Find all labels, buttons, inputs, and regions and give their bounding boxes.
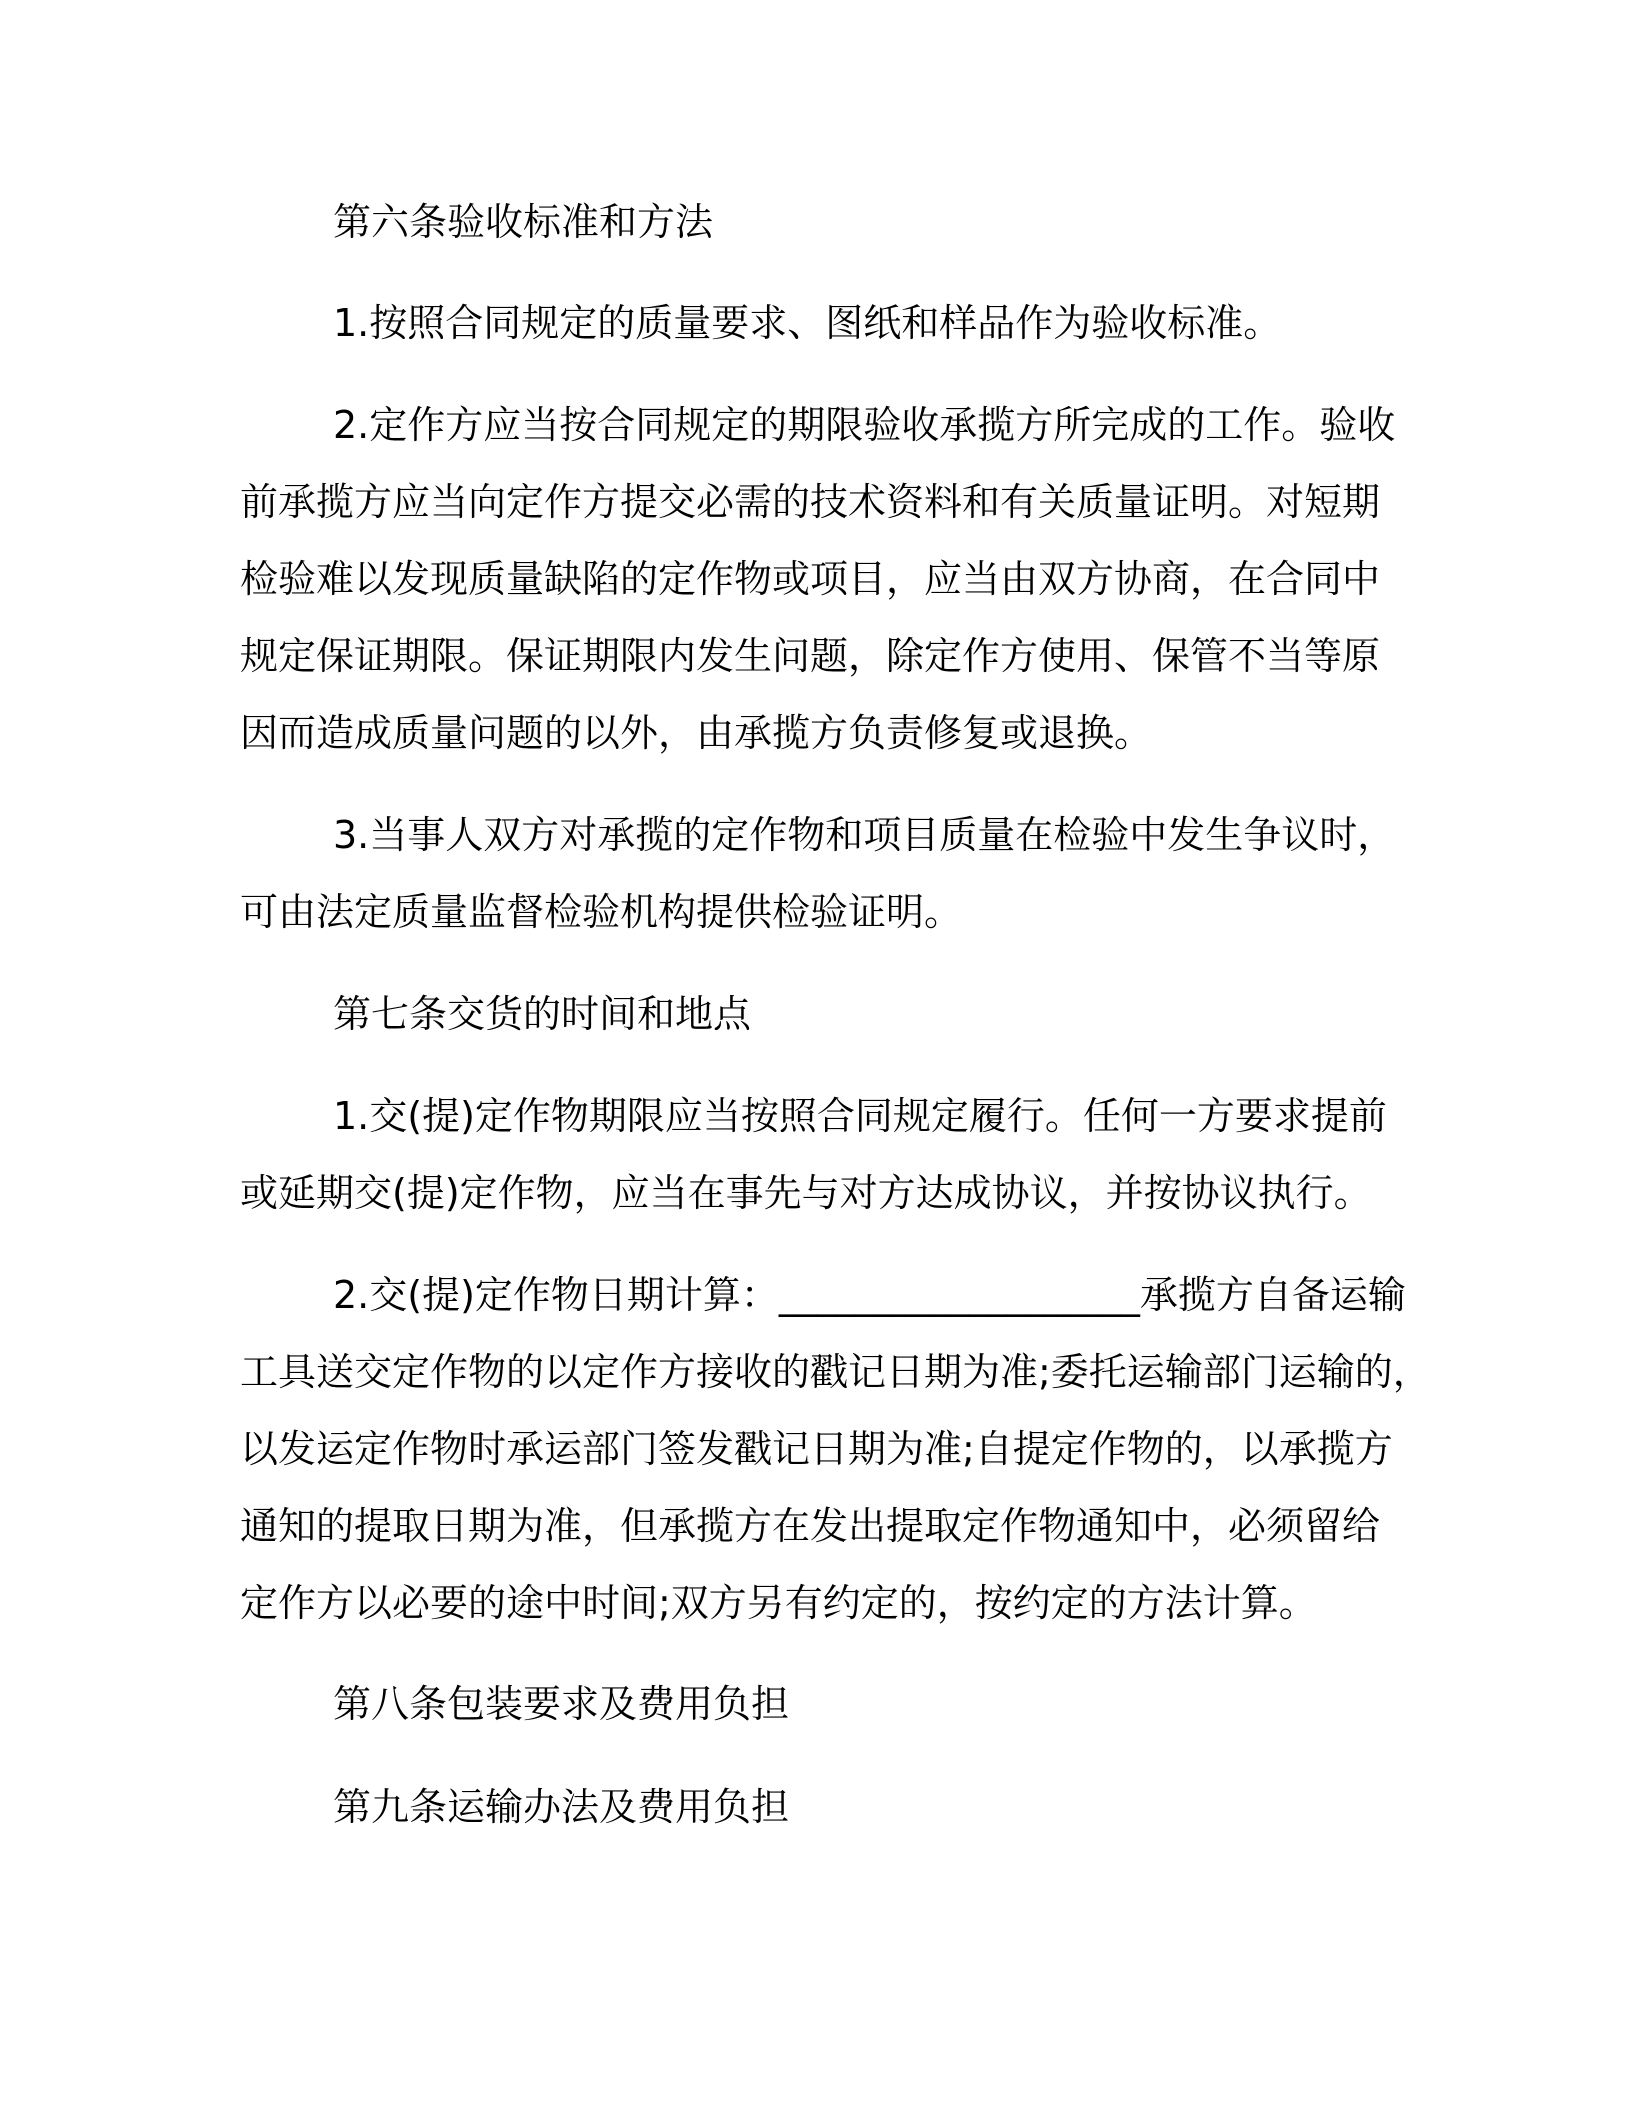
- article-6-item-2-line-2: 前承揽方应当向定作方提交必需的技术资料和有关质量证明。对短期: [240, 480, 1381, 524]
- article-7-item-2-line-1: 2.交(提)定作物日期计算：___________________承揽方自备运输: [333, 1273, 1406, 1317]
- article-6-item-2-line-4: 规定保证期限。保证期限内发生问题，除定作方使用、保管不当等原: [240, 634, 1381, 678]
- article-7-item-2-line-4: 通知的提取日期为准，但承揽方在发出提取定作物通知中，必须留给: [240, 1504, 1381, 1548]
- article-7-item-2-line-5: 定作方以必要的途中时间;双方另有约定的，按约定的方法计算。: [240, 1581, 1317, 1625]
- article-6-item-2-line-1: 2.定作方应当按合同规定的期限验收承揽方所完成的工作。验收: [333, 403, 1396, 447]
- article-7-item-2-line-3: 以发运定作物时承运部门签发戳记日期为准;自提定作物的，以承揽方: [240, 1427, 1393, 1471]
- article-7-heading: 第七条交货的时间和地点: [333, 992, 752, 1036]
- article-7-item-1-line-1: 1.交(提)定作物期限应当按照合同规定履行。任何一方要求提前: [333, 1094, 1387, 1138]
- article-6-item-1: 1.按照合同规定的质量要求、图纸和样品作为验收标准。: [333, 301, 1282, 345]
- article-6-item-2-line-3: 检验难以发现质量缺陷的定作物或项目，应当由双方协商，在合同中: [240, 557, 1381, 601]
- article-6-item-3-line-1: 3.当事人双方对承揽的定作物和项目质量在检验中发生争议时，: [333, 813, 1396, 857]
- article-9-heading: 第九条运输办法及费用负担: [333, 1785, 790, 1829]
- article-6-item-2-line-5: 因而造成质量问题的以外，由承揽方负责修复或退换。: [240, 711, 1153, 755]
- article-6-heading: 第六条验收标准和方法: [333, 200, 714, 244]
- article-7-item-2-line-2: 工具送交定作物的以定作方接收的戳记日期为准;委托运输部门运输的，: [240, 1350, 1431, 1394]
- article-8-heading: 第八条包装要求及费用负担: [333, 1682, 790, 1726]
- article-7-item-1-line-2: 或延期交(提)定作物，应当在事先与对方达成协议，并按协议执行。: [240, 1171, 1372, 1215]
- article-6-item-3-line-2: 可由法定质量监督检验机构提供检验证明。: [240, 890, 963, 934]
